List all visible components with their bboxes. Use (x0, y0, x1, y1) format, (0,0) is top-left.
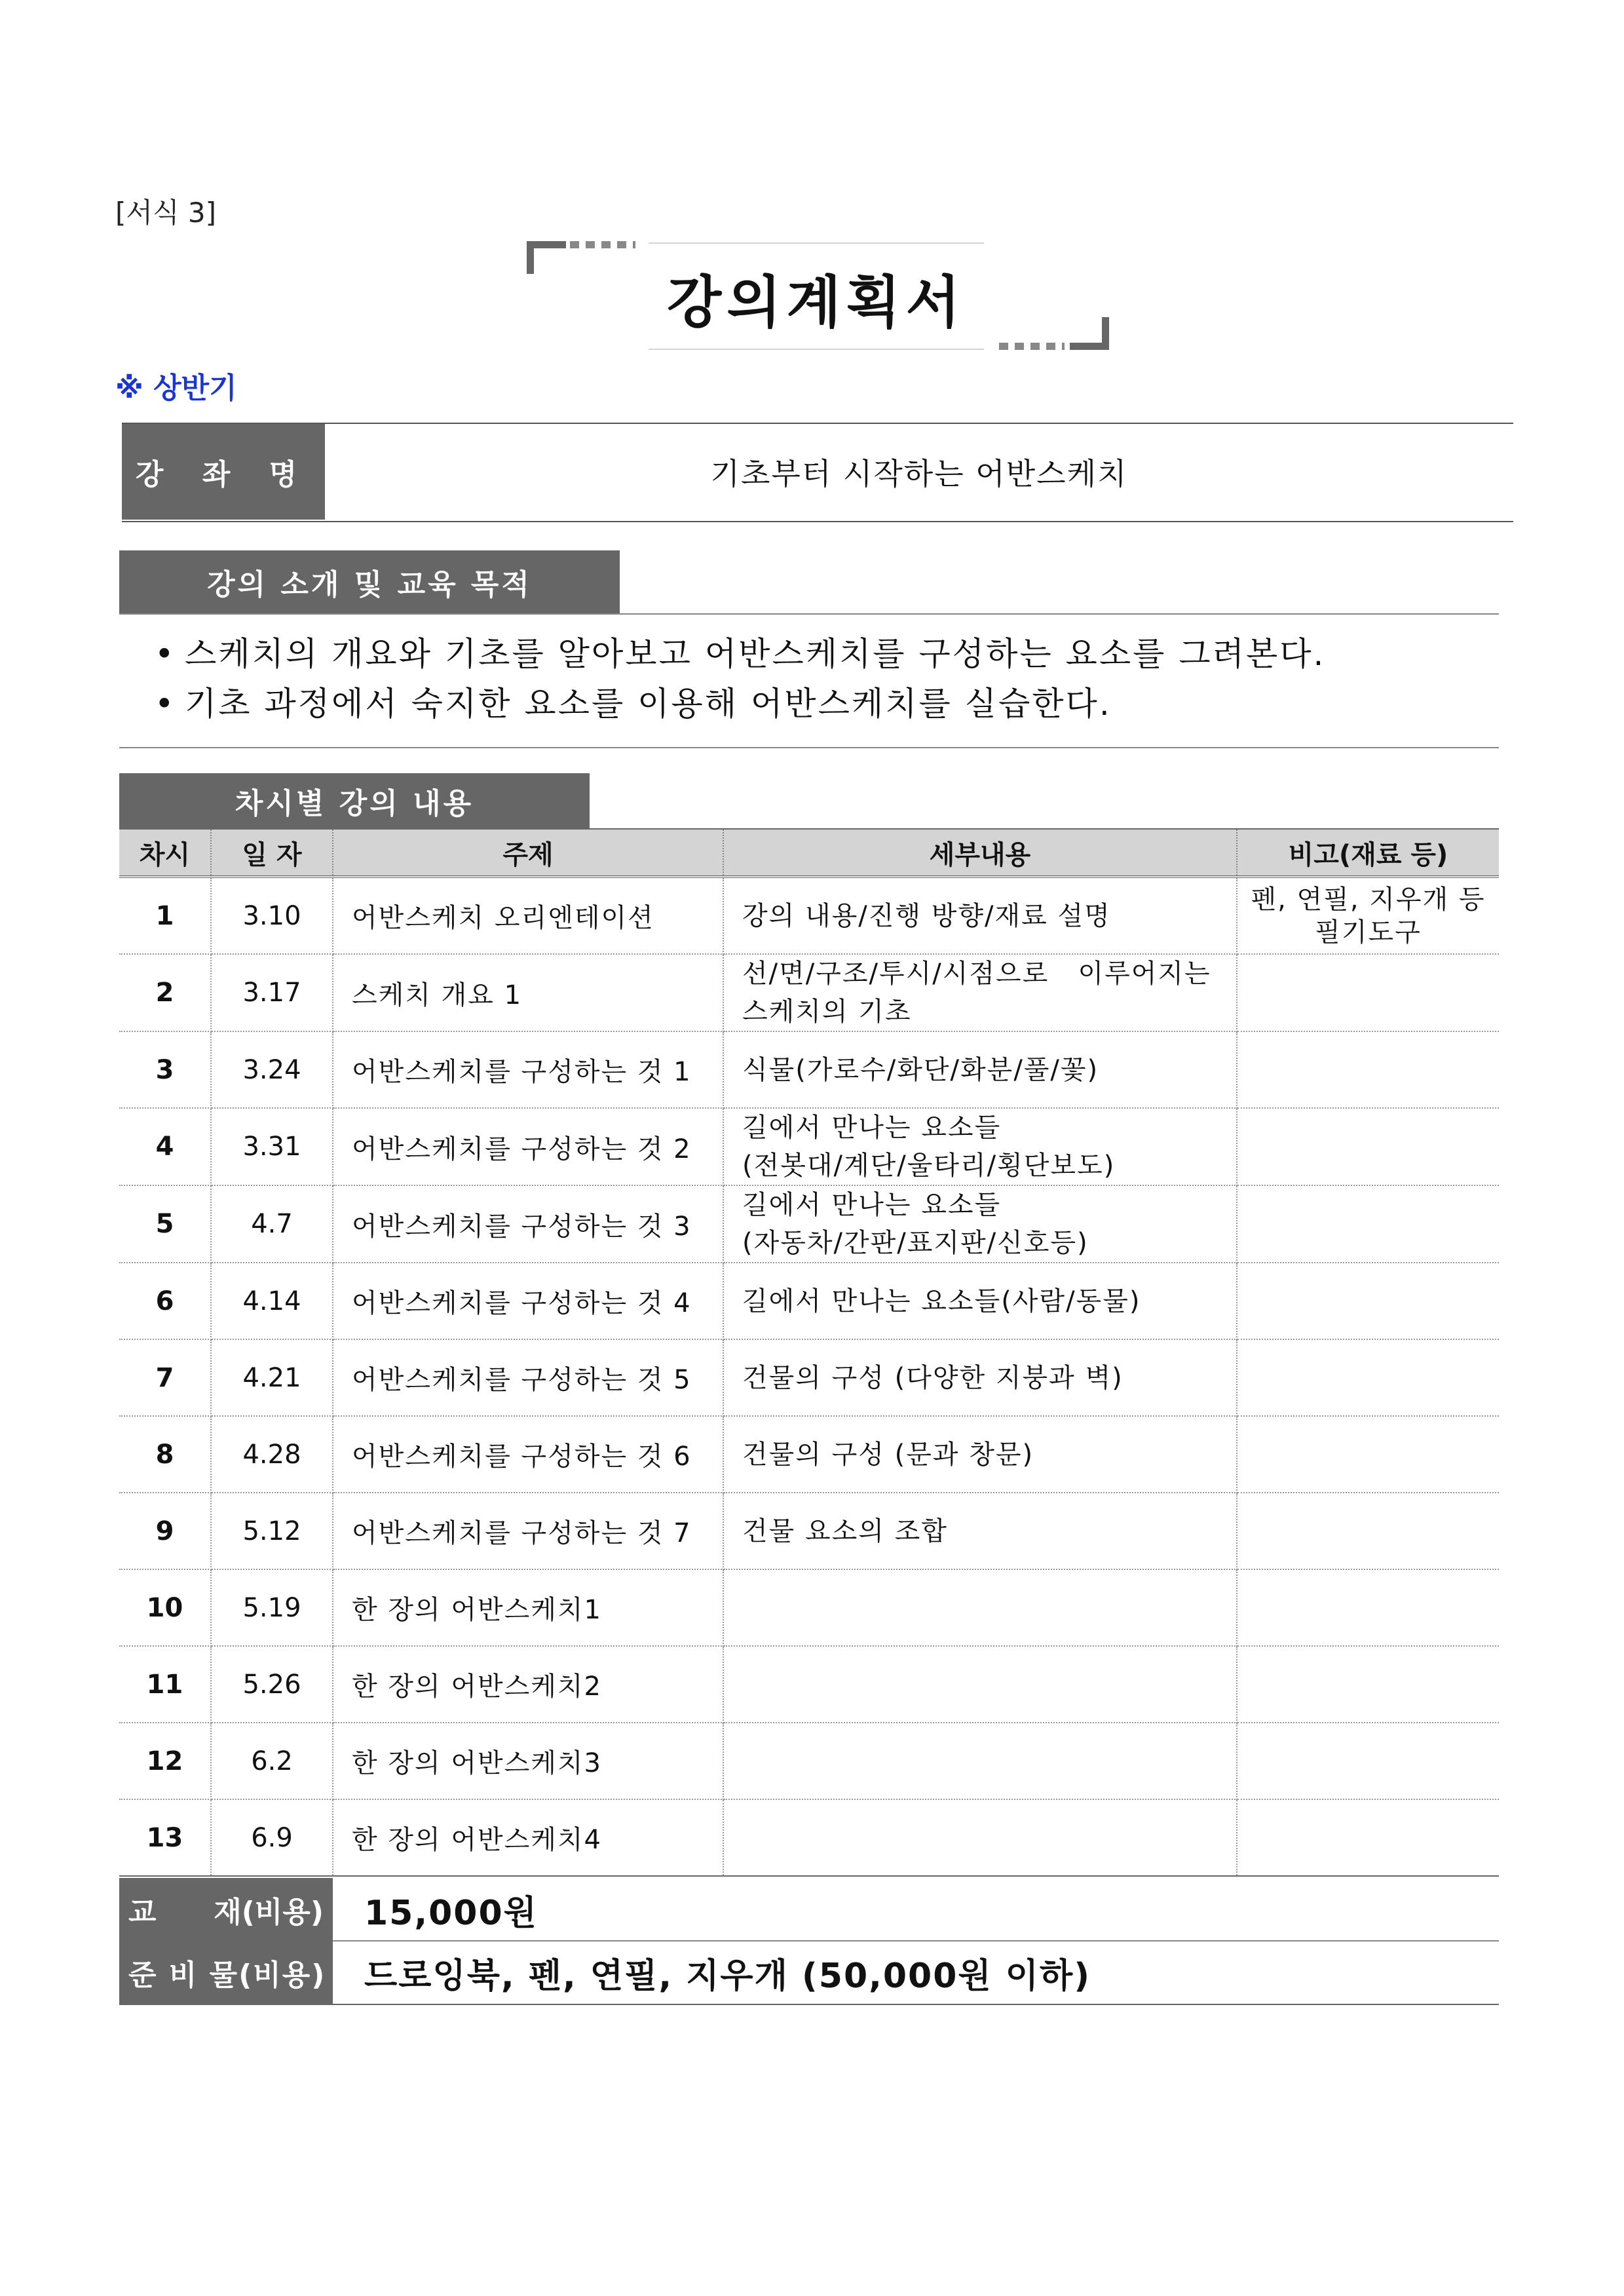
session-detail (723, 1799, 1237, 1876)
form-number: [서식 3] (115, 197, 216, 229)
col-header-detail: 세부내용 (723, 829, 1237, 877)
col-header-date: 일 자 (211, 829, 333, 877)
session-note (1237, 877, 1499, 954)
session-number: 7 (119, 1339, 211, 1416)
session-date: 4.28 (211, 1416, 333, 1493)
table-row (119, 1263, 1499, 1339)
section-rule (119, 613, 1499, 615)
session-date: 5.12 (211, 1493, 333, 1569)
session-detail (723, 1723, 1237, 1799)
table-row (119, 1416, 1499, 1493)
table-row (119, 954, 1499, 1031)
detail-line: (전봇대/계단/울타리/횡단보도) (742, 1151, 1116, 1181)
session-detail (723, 954, 1237, 1031)
session-note (1237, 1263, 1499, 1339)
col-header-note: 비고(재료 등) (1237, 829, 1499, 877)
detail-line: 건물의 구성 (문과 창문) (742, 1439, 1034, 1470)
session-note (1237, 1108, 1499, 1185)
document-title: 강의계획서 (667, 270, 966, 335)
session-number: 9 (119, 1493, 211, 1569)
session-topic: 한 장의 어반스케치3 (333, 1723, 723, 1799)
detail-line: 스케치의 기초 (742, 997, 912, 1027)
table-row (119, 1569, 1499, 1646)
table-row (119, 1031, 1499, 1108)
schedule-table (119, 828, 1499, 1877)
session-topic: 스케치 개요 1 (333, 954, 723, 1031)
session-number: 12 (119, 1723, 211, 1799)
intro-section-heading: 강의 소개 및 교육 목적 (119, 550, 620, 613)
course-name-label: 강 좌 명 (122, 424, 325, 520)
session-detail (723, 1108, 1237, 1185)
table-row (119, 1108, 1499, 1185)
footer-rule (119, 2004, 1499, 2005)
session-topic: 어반스케치를 구성하는 것 2 (333, 1108, 723, 1185)
col-header-session: 차시 (119, 829, 211, 877)
session-detail (723, 1263, 1237, 1339)
session-note (1237, 1493, 1499, 1569)
textbook-cost: 15,000원 (364, 1893, 538, 1933)
session-detail (723, 1646, 1237, 1723)
detail-line: 강의 내용/진행 방향/재료 설명 (742, 900, 1111, 931)
section-rule (119, 747, 1499, 748)
table-row (119, 1339, 1499, 1416)
course-name-value: 기초부터 시작하는 어반스케치 (710, 456, 1128, 491)
title-corner-decoration (527, 241, 566, 248)
session-detail (723, 1031, 1237, 1108)
detail-line: 길에서 만나는 요소들 (742, 1113, 1002, 1143)
session-number: 1 (119, 877, 211, 954)
title-corner-decoration (1070, 343, 1109, 350)
session-topic: 어반스케치를 구성하는 것 7 (333, 1493, 723, 1569)
session-number: 4 (119, 1108, 211, 1185)
detail-line: 선/면/구조/투시/시점으로 이루어지는 (742, 959, 1211, 989)
col-header-topic: 주제 (333, 829, 723, 877)
table-row (119, 1493, 1499, 1569)
session-date: 4.21 (211, 1339, 333, 1416)
session-topic: 어반스케치 오리엔테이션 (333, 877, 723, 954)
session-note (1237, 1799, 1499, 1876)
session-note (1237, 1339, 1499, 1416)
session-topic: 한 장의 어반스케치2 (333, 1646, 723, 1723)
textbook-label-a: 교 (128, 1896, 157, 1929)
supplies-value: 드로잉북, 펜, 연필, 지우개 (50,000원 이하) (364, 1956, 1091, 1996)
table-row (119, 877, 1499, 954)
textbook-label-b: 재(비용) (214, 1896, 324, 1929)
session-detail (723, 1416, 1237, 1493)
session-topic: 한 장의 어반스케치1 (333, 1569, 723, 1646)
table-row (119, 1723, 1499, 1799)
session-topic: 어반스케치를 구성하는 것 1 (333, 1031, 723, 1108)
note-line: 필기도구 (1315, 917, 1422, 947)
detail-line: 길에서 만나는 요소들 (742, 1190, 1002, 1220)
session-number: 5 (119, 1185, 211, 1263)
session-number: 3 (119, 1031, 211, 1108)
title-rule (649, 242, 984, 244)
detail-line: 길에서 만나는 요소들(사람/동물) (742, 1286, 1141, 1316)
session-note (1237, 1723, 1499, 1799)
session-number: 8 (119, 1416, 211, 1493)
session-number: 10 (119, 1569, 211, 1646)
session-topic: 어반스케치를 구성하는 것 6 (333, 1416, 723, 1493)
session-detail (723, 1493, 1237, 1569)
session-topic: 어반스케치를 구성하는 것 5 (333, 1339, 723, 1416)
intro-bullet: • 스케치의 개요와 기초를 알아보고 어반스케치를 구성하는 요소를 그려본다. (155, 629, 1498, 679)
session-date: 6.2 (211, 1723, 333, 1799)
session-detail (723, 1569, 1237, 1646)
session-date: 3.17 (211, 954, 333, 1031)
table-row (119, 1799, 1499, 1876)
table-header-row (119, 829, 1499, 877)
session-detail (723, 1185, 1237, 1263)
detail-line: 건물의 구성 (다양한 지붕과 벽) (742, 1362, 1124, 1393)
detail-line: 건물 요소의 조합 (742, 1516, 948, 1546)
session-number: 11 (119, 1646, 211, 1723)
table-row (119, 1185, 1499, 1263)
session-number: 13 (119, 1799, 211, 1876)
session-note (1237, 1416, 1499, 1493)
session-date: 3.10 (211, 877, 333, 954)
textbook-label (119, 1878, 333, 1941)
title-dash-decoration (570, 241, 635, 248)
session-detail (723, 877, 1237, 954)
session-date: 4.7 (211, 1185, 333, 1263)
session-topic: 어반스케치를 구성하는 것 4 (333, 1263, 723, 1339)
session-number: 2 (119, 954, 211, 1031)
session-topic: 어반스케치를 구성하는 것 3 (333, 1185, 723, 1263)
session-date: 6.9 (211, 1799, 333, 1876)
title-rule (649, 349, 984, 350)
supplies-label-text: 준 비 물(비용) (128, 1959, 326, 1992)
table-row (119, 1646, 1499, 1723)
session-note (1237, 954, 1499, 1031)
intro-bullet-list (155, 629, 1498, 729)
session-date: 3.31 (211, 1108, 333, 1185)
schedule-section-heading: 차시별 강의 내용 (119, 773, 590, 828)
session-date: 5.19 (211, 1569, 333, 1646)
session-note (1237, 1646, 1499, 1723)
session-date: 5.26 (211, 1646, 333, 1723)
intro-bullet: • 기초 과정에서 숙지한 요소를 이용해 어반스케치를 실습한다. (155, 679, 1498, 729)
session-note (1237, 1569, 1499, 1646)
session-date: 4.14 (211, 1263, 333, 1339)
session-number: 6 (119, 1263, 211, 1339)
session-date: 3.24 (211, 1031, 333, 1108)
session-detail (723, 1339, 1237, 1416)
detail-line: (자동차/간판/표지판/신호등) (742, 1228, 1089, 1258)
semester-note: ※ 상반기 (115, 372, 237, 405)
session-note (1237, 1185, 1499, 1263)
session-note (1237, 1031, 1499, 1108)
supplies-label (119, 1941, 333, 2004)
detail-line: 식물(가로수/화단/화분/풀/꽃) (742, 1054, 1099, 1085)
note-line: 펜, 연필, 지우개 등 (1251, 884, 1486, 915)
session-topic: 한 장의 어반스케치4 (333, 1799, 723, 1876)
title-dash-decoration (999, 343, 1065, 350)
